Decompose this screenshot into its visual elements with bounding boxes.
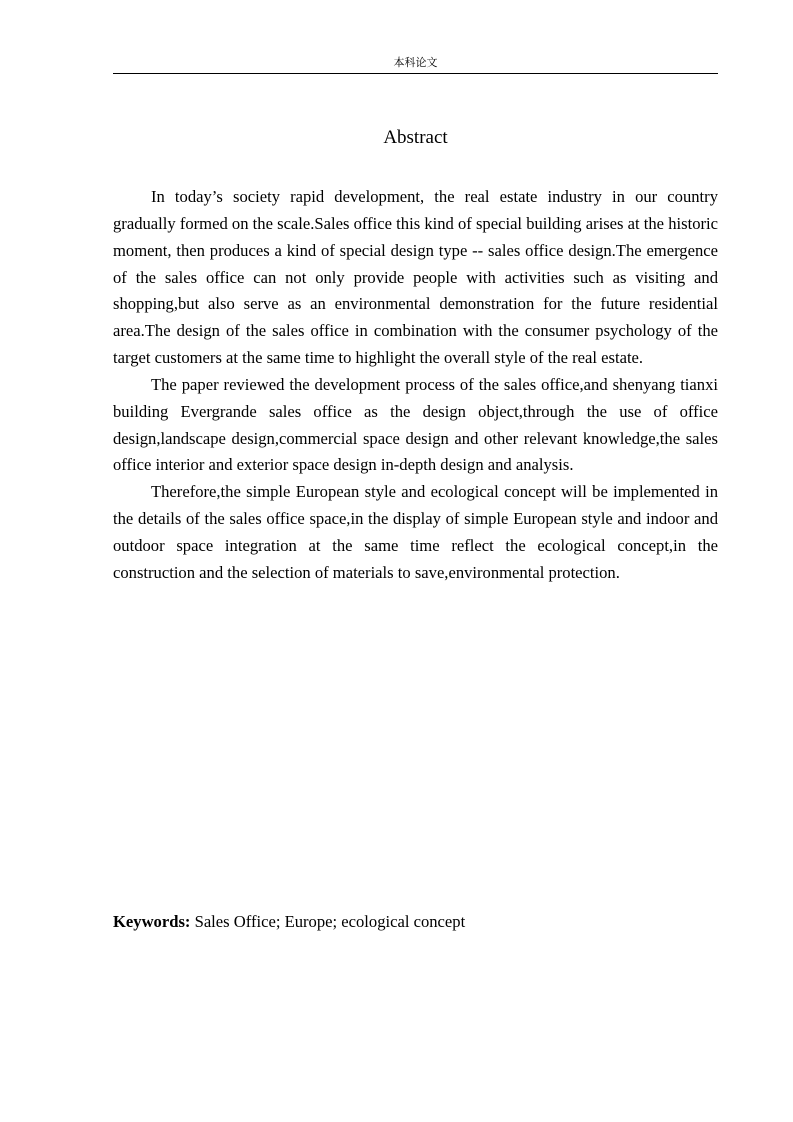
abstract-body: [113, 184, 718, 587]
keywords-label: Keywords:: [113, 912, 191, 931]
keywords-line: [113, 909, 718, 935]
keywords-value: Sales Office; Europe; ecological concept: [190, 912, 466, 931]
abstract-title: Abstract: [383, 127, 448, 148]
abstract-paragraph-1: In today’s society rapid development, the real estate industry in our country gradually formed on the scale.Sales office this kind of special building arises at the historic moment, then produces a kind of special design type -- sales office design.The emergence of the sales office can not only provide people with activities such as visiting and shopping,but also serve as an environmental demonstration for the future residential area.The design of the sales office in combination with the consumer psychology of the target customers at the same time to highlight the overall style of the real estate.: [113, 187, 718, 368]
running-header: 本科论文: [393, 56, 438, 69]
abstract-paragraph-3: Therefore,the simple European style and ecological concept will be implemented in the details of the sales office space,in the display of simple European style and indoor and outdoor space integration at the same time reflect the ecological concept,in the construction and the selection of materials to save,environmental protection.: [113, 482, 718, 582]
abstract-paragraph-2: The paper reviewed the development process of the sales office,and shenyang tianxi building Evergrande sales office as the design object,through the use of office design,landscape design,commercial space design and other relevant knowledge,the sales office interior and exterior space design in-depth design and analysis.: [113, 374, 718, 475]
header-divider: [113, 73, 718, 74]
